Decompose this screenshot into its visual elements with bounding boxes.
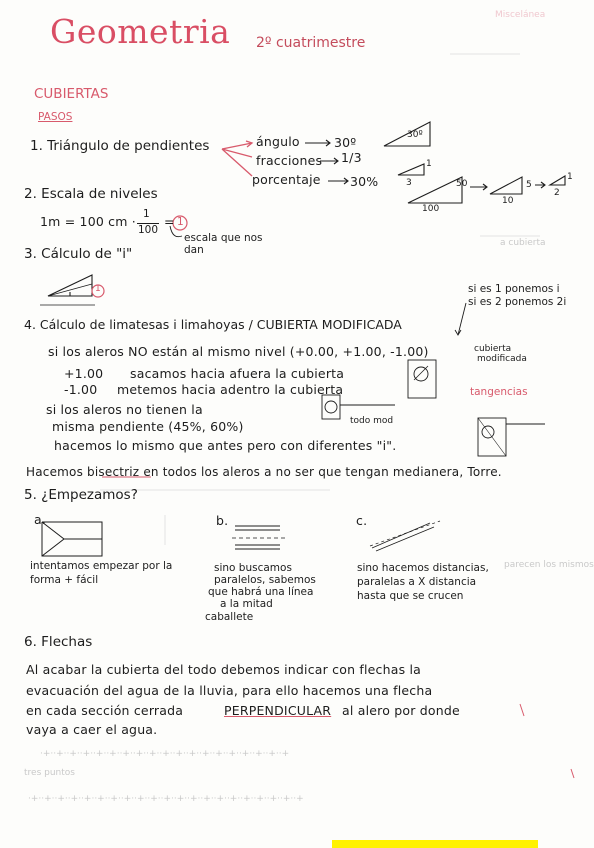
ghost-text: tres puntos [24,768,75,778]
step3-label: 3. Cálculo de "i" [24,246,133,262]
ghost-text: ·+··+··+··+··+··+··+··+··+··+··+··+··+··+··+··+··+··+··+ [40,749,290,759]
step5-b-text: sino buscamos [214,562,292,574]
step5-a-text: intentamos empezar por la [30,560,173,572]
triangle-label: 30º [407,130,423,140]
step6-text: Al acabar la cubierta del todo debemos indicar con flechas la [26,662,422,677]
step1-form-value: 30% [350,174,379,189]
step3-note: si es 1 ponemos i [468,283,560,295]
step5-c: c. [356,513,368,528]
step6-text: en cada sección cerrada [26,703,184,718]
corner-mark: Miscelánea [495,10,546,20]
step4-bullet2: hacemos lo mismo que antes pero con diferentes "i". [54,438,397,453]
step5-b-text: a la mitad [220,598,273,610]
step4-minus-text: metemos hacia adentro la cubierta [117,382,344,397]
ghost-text: a cubierta [500,238,546,248]
step4-label: 4. Cálculo de limatesas i limahoyas / CUBIERTA MODIFICADA [24,317,402,332]
step5-b-text: caballete [205,611,254,623]
step6-emphasis: PERPENDICULAR [224,703,332,718]
step5-a: a. [34,512,47,527]
step1-label: 1. Triángulo de pendientes [30,138,210,154]
highlighter-strip [332,840,538,848]
step5-b: b. [216,513,229,528]
step2-note: escala que nos dan [184,232,263,256]
step2-equals: = [164,214,175,229]
step2-frac-num: 1 [143,208,150,220]
step1-form-name: fracciones [256,153,323,168]
triangle-label: 1 [567,172,573,182]
step3-note: si es 2 ponemos 2i [468,296,567,308]
step5-label: 5. ¿Empezamos? [24,487,138,503]
triangle-label: 5 [526,180,532,190]
step5-b-text: paralelos, sabemos [214,574,316,586]
step5-c-text: hasta que se crucen [357,590,464,602]
step4-note: todo mod [350,416,394,426]
triangle-label: 100 [422,204,440,214]
step4-minus: -1.00 [64,382,98,397]
steps-label: PASOS [38,111,73,123]
section-title: CUBIERTAS [34,86,109,102]
step2-circled: 1 [177,216,184,228]
ghost-text: parecen los mismos [504,560,594,570]
step4-bisector: Hacemos bisectriz en todos los aleros a no ser que tengan medianera, Torre. [26,465,502,479]
step6-label: 6. Flechas [24,634,93,650]
step5-b-text: que habrá una línea [208,586,314,598]
triangle-label: 50 [456,179,468,189]
step4-bullet2: misma pendiente (45%, 60%) [52,419,244,434]
triangle-label: 2 [554,188,560,198]
step5-a-text: forma + fácil [30,574,99,586]
step2-frac-den: 100 [138,224,159,236]
step5-c-text: paralelas a X distancia [357,576,477,588]
step1-form-name: porcentaje [252,172,321,187]
step3-circled: 1 [95,284,101,294]
step4-bullet1: si los aleros NO están al mismo nivel (+0.00, +1.00, -1.00) [48,344,429,359]
step4-note: modificada [477,354,527,364]
step4-note: tangencias [470,386,528,398]
step4-note: cubierta [474,344,512,354]
page-subtitle: 2º cuatrimestre [256,35,366,51]
triangle-label: 1 [426,159,432,169]
step6-text: vaya a caer el agua. [26,722,158,737]
page-title: Geometria [50,12,231,51]
triangle-label: 3 [406,178,412,188]
step4-bullet2: si los aleros no tienen la [46,402,203,417]
step2-formula: 1m = 100 cm · [40,214,136,229]
step6-text: al alero por donde [342,703,460,718]
branch-arrows [222,141,252,176]
step1-form-name: ángulo [256,134,300,149]
step1-form-value: 30º [334,135,357,150]
step1-form-value: 1/3 [341,150,362,165]
ghost-text: ·+··+··+··+··+··+··+··+··+··+··+··+··+··+··+··+··+··+··+··+··+ [28,794,304,804]
triangle-label: 10 [502,196,514,206]
step4-plus: +1.00 [64,366,104,381]
step5-c-text: sino hacemos distancias, [357,562,489,574]
step6-text: evacuación del agua de la lluvia, para ello hacemos una flecha [26,683,433,698]
step2-label: 2. Escala de niveles [24,186,158,202]
step4-plus-text: sacamos hacia afuera la cubierta [130,366,345,381]
